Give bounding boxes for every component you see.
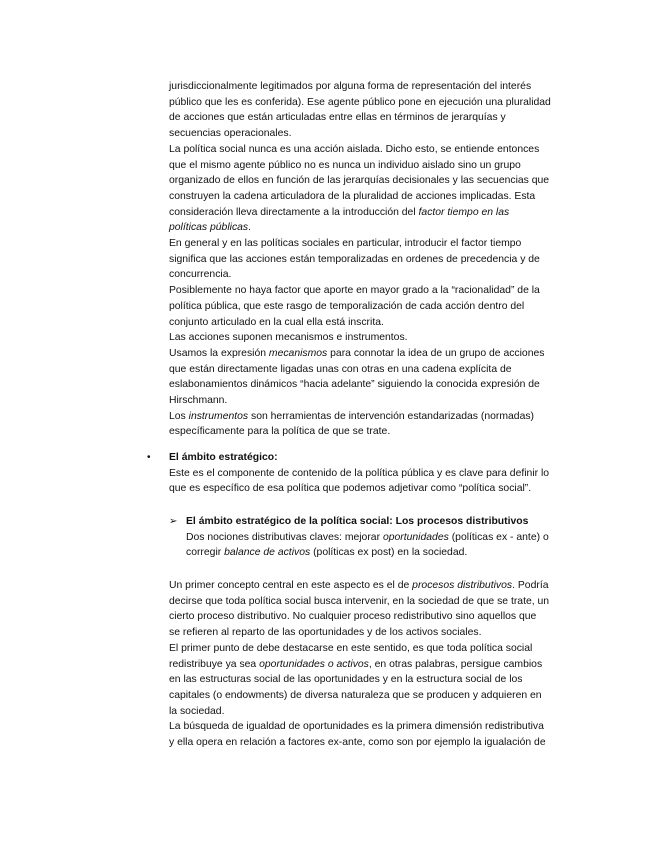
text-line: específicamente para la política de que se trate. [169,426,391,438]
text-run: (políticas ex post) en la sociedad. [310,547,468,559]
text-line: Este es el componente de contenido de la política pública y es clave para definir lo [169,467,550,479]
emphasis-text: mecanismos [268,347,328,359]
text-line: jurisdiccionalmente legitimados por alguna forma de representación del interés [169,81,532,92]
list-item-ambito-estrategico [169,450,564,497]
emphasis-text: balance de activos [224,547,311,559]
text-line: público que les es conferida). Ese agente público pone en ejecución una pluralidad [169,96,551,108]
text-run: son herramientas de intervención estandarizadas (normadas) [248,410,535,422]
text-line: en las estructuras social de las oportunidades y en la estructura social de los [169,674,523,686]
text-line: se refieren al reparto de las oportunidades y de los activos sociales. [169,627,482,639]
text-line: concurrencia. [169,269,232,281]
text-line [169,205,564,221]
text-line: que están directamente ligadas unas con otras en una cadena explícita de [169,363,512,375]
text-line: y ella opera en relación a factores ex-ante, como son por ejemplo la igualación de [169,737,546,749]
text-line [186,530,566,546]
text-run: para connotar la idea de un grupo de acciones [327,347,545,359]
text-line: La política social nunca es una acción aislada. Dicho esto, se entiende entonces [169,143,540,155]
text-line: que es específico de esa política que podemos adjetivar como “política social”. [169,483,532,495]
emphasis-text: oportunidades o activos [259,658,369,670]
text-run: Un primer concepto central en este aspecto es el de [169,580,413,591]
emphasis-text: procesos distributivos [412,580,513,591]
text-line: política pública, que este rasgo de temporalización de cada acción dentro del [169,300,525,312]
text-line: Hirschmann. [169,395,228,407]
text-run: Los [169,410,189,422]
text-line: Posiblemente no haya factor que aporte en mayor grado a la “racionalidad” de la [169,285,540,297]
text-line: conjunto articulado en la cual ella está inscrita. [169,316,384,328]
text-line: construyen la cadena articuladora de la pluralidad de acciones implicadas. Esta [169,190,536,202]
text-line: eslabonamientos dinámicos “hacia adelante” siguiendo la conocida expresión de [169,379,540,391]
text-line: cierto proceso distributivo. No cualquier proceso redistributivo sino aquellos que [169,611,537,623]
text-run: corregir [186,547,225,559]
text-line [186,545,566,561]
text-line [169,409,564,425]
text-run: Dos nociones distributivas claves: mejorar [186,531,383,543]
arrow-bullet-icon: ➢ [169,516,178,527]
text-run: . Podría [512,580,549,591]
text-line: de acciones que están articuladas entre ellas en términos de jerarquías y [169,112,506,124]
text-line: organizado de ellos en función de las jerarquías decisionales y las secuencias que [169,175,550,187]
text-run: Usamos la expresión [169,347,269,359]
emphasis-text: instrumentos [188,410,249,422]
text-line: la sociedad. [169,705,225,717]
text-line: secuencias operacionales. [169,128,292,140]
text-line: En general y en las políticas sociales en particular, introducir el factor tiempo [169,238,522,250]
section-heading: El ámbito estratégico: [169,452,278,463]
text-line: Las acciones suponen mecanismos e instrumentos. [169,332,408,344]
paragraph-block-politica-social [169,79,564,440]
bullet-icon: • [147,452,151,463]
text-line [169,657,564,673]
text-run: consideración lleva directamente a la introducción del [169,206,419,218]
text-run: (políticas ex - ante) o [448,531,549,543]
text-line [169,346,564,362]
text-line [169,220,564,236]
text-line [169,578,564,594]
emphasis-text: oportunidades [382,531,449,543]
text-line: capitales (o endowments) de diversa naturaleza que se producen y adquieren en [169,689,542,701]
text-line: significa que las acciones están temporalizadas en ordenes de precedencia y de [169,253,540,265]
text-run: redistribuye ya sea [169,658,260,670]
paragraph-block-procesos [169,578,564,751]
emphasis-text: políticas públicas [169,222,249,234]
emphasis-text: factor tiempo en las [418,206,510,218]
text-line: que el mismo agente público no es nunca un individuo aislado sino un grupo [169,159,521,171]
text-run: , en otras palabras, persigue cambios [368,658,543,670]
text-run: . [248,222,252,234]
text-line: El primer punto de debe destacarse en este sentido, es que toda política social [169,642,533,654]
text-line: decirse que toda política social busca intervenir, en la sociedad de que se trate, un [169,595,550,607]
subsection-heading: El ámbito estratégico de la política social: Los procesos distributivos [186,516,529,527]
sublist-item-procesos-distributivos [186,514,566,561]
text-line: La búsqueda de igualdad de oportunidades es la primera dimensión redistributiva [169,721,544,733]
